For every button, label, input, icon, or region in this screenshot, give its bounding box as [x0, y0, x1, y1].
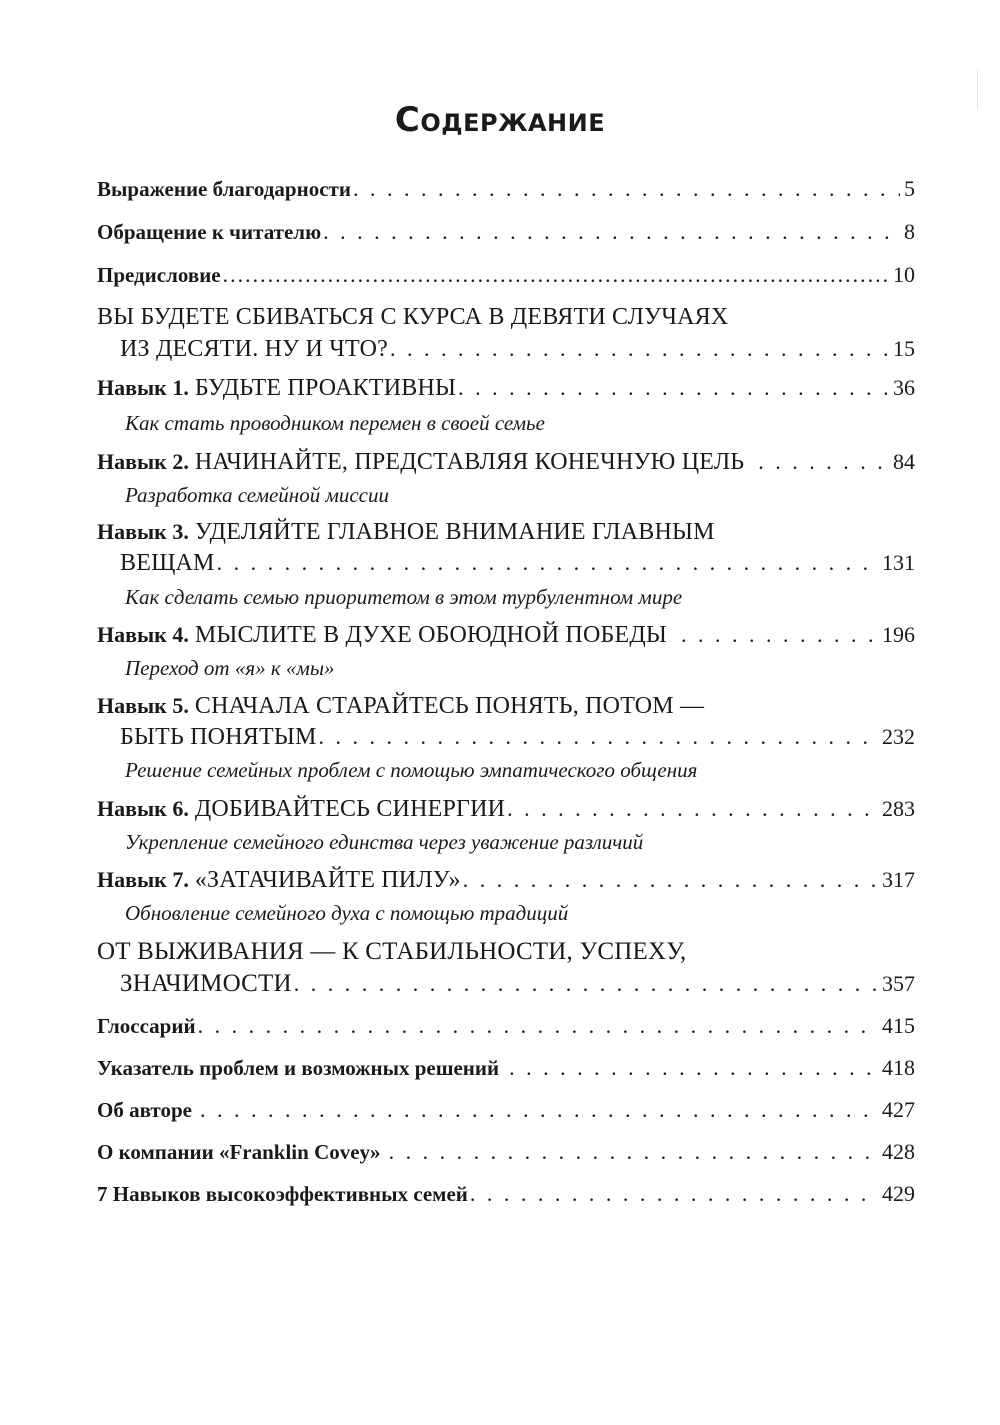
toc-entry-label: Указатель проблем и возможных решений: [97, 1056, 500, 1080]
dot-leader: [217, 550, 878, 576]
toc-entry-acknowledgements[interactable]: [97, 176, 915, 212]
toc-entry-habit-2[interactable]: [97, 449, 915, 485]
toc-entry-page: 232: [882, 724, 915, 749]
toc-entry-subtitle: Укрепление семейного единства через уважение различий: [125, 830, 644, 854]
toc-entry-label: Предисловие: [97, 263, 221, 287]
toc-entry-habit-5-line2[interactable]: [120, 724, 915, 760]
toc-entry-title: СНАЧАЛА СТАРАЙТЕСЬ ПОНЯТЬ, ПОТОМ —: [194, 693, 705, 719]
toc-entry-habit-1[interactable]: [97, 375, 915, 411]
dot-leader: [198, 1013, 878, 1039]
toc-entry-title: ВЕЩАМ: [120, 550, 215, 576]
toc-entry-page: 415: [882, 1013, 915, 1038]
toc-entry-label: Глоссарий: [97, 1014, 196, 1038]
toc-entry-page: 317: [882, 867, 915, 892]
dot-leader: [353, 176, 900, 202]
toc-entry-subtitle: Обновление семейного духа с помощью традиций: [125, 901, 569, 925]
toc-entry-title: ДОБИВАЙТЕСЬ СИНЕРГИИ: [194, 796, 506, 822]
toc-entry-intro-line1[interactable]: [97, 304, 728, 340]
toc-entry-title: ИЗ ДЕСЯТИ. НУ И ЧТО?: [120, 336, 388, 362]
toc-entry-seven-habits[interactable]: [97, 1181, 915, 1217]
toc-entry-page: 418: [882, 1055, 915, 1080]
toc-entry-label: О компании «Franklin Covey»: [97, 1140, 381, 1164]
dot-leader: [758, 449, 889, 475]
toc-entry-label: Об авторе: [97, 1098, 192, 1122]
toc-entry-page: 283: [882, 796, 915, 821]
toc-entry-title: ВЫ БУДЕТЕ СБИВАТЬСЯ С КУРСА В ДЕВЯТИ СЛУЧАЯХ: [97, 304, 729, 330]
toc-entry-problems-index[interactable]: [97, 1055, 915, 1091]
toc-entry-page: 429: [882, 1181, 915, 1206]
toc-entry-title: МЫСЛИТЕ В ДУХЕ ОБОЮДНОЙ ПОБЕДЫ: [194, 622, 668, 648]
toc-entry-page: 15: [893, 336, 915, 361]
toc-entry-label: Обращение к читателю: [97, 220, 322, 244]
habit-prefix: Навык 1.: [97, 375, 189, 400]
toc-entry-title: ОТ ВЫЖИВАНИЯ — К СТАБИЛЬНОСТИ, УСПЕХУ,: [97, 938, 687, 965]
dot-leader: [323, 219, 900, 245]
toc-entry-intro-line2[interactable]: [120, 336, 915, 372]
toc-entry-page: 36: [893, 375, 915, 400]
habit-prefix: Навык 7.: [97, 867, 189, 892]
toc-entry-page: 357: [882, 971, 915, 996]
dot-leader: [681, 622, 878, 648]
toc-entry-page: 131: [882, 550, 915, 575]
dot-leader: [507, 796, 878, 822]
toc-entry-about-author[interactable]: [97, 1097, 915, 1133]
habit-prefix: Навык 3.: [97, 519, 189, 544]
toc-entry-title: НАЧИНАЙТЕ, ПРЕДСТАВЛЯЯ КОНЕЧНУЮ ЦЕЛЬ: [194, 449, 745, 475]
toc-entry-page: 8: [904, 219, 915, 244]
toc-entry-habit-6[interactable]: [97, 796, 915, 832]
dot-leader: [458, 375, 889, 401]
habit-prefix: Навык 6.: [97, 796, 189, 821]
toc-entry-label: 7 Навыков высокоэффективных семей: [97, 1182, 468, 1206]
toc-entry-glossary[interactable]: [97, 1013, 915, 1049]
dot-leader: [509, 1055, 878, 1081]
toc-entry-subtitle: Переход от «я» к «мы»: [125, 656, 335, 680]
toc-entry-to-reader[interactable]: [97, 219, 915, 255]
toc-entry-title: ЗНАЧИМОСТИ: [120, 970, 292, 997]
dot-leader: [294, 971, 878, 997]
dot-leader: [389, 1139, 878, 1165]
toc-entry-page: 5: [904, 176, 915, 201]
toc-entry-survival-line2[interactable]: [120, 970, 915, 1006]
toc-entry-subtitle: Как сделать семью приоритетом в этом турбулентном мире: [125, 585, 683, 609]
habit-prefix: Навык 4.: [97, 622, 189, 647]
dot-leader: [319, 724, 879, 750]
toc-entry-label: Выражение благодарности: [97, 177, 351, 201]
page-title: Содержание: [394, 100, 606, 140]
toc-entry-survival-line1[interactable]: [97, 938, 687, 974]
toc-entry-page: 428: [882, 1139, 915, 1164]
dot-leader: [470, 1181, 878, 1207]
toc-entry-title: БУДЬТЕ ПРОАКТИВНЫ: [194, 375, 457, 401]
toc-entry-subtitle: Решение семейных проблем с помощью эмпатического общения: [125, 758, 698, 782]
toc-entry-habit-3-line2[interactable]: [120, 550, 915, 586]
toc-entry-title: «ЗАТАЧИВАЙТЕ ПИЛУ»: [194, 867, 461, 893]
dot-leader: [223, 262, 889, 288]
toc-entry-page: 427: [882, 1097, 915, 1122]
dot-leader: [463, 867, 878, 893]
dot-leader: [200, 1097, 878, 1123]
toc-entry-about-company[interactable]: [97, 1139, 915, 1175]
toc-entry-page: 10: [893, 262, 915, 287]
dot-leader: [390, 336, 889, 362]
toc-entry-page: 196: [882, 622, 915, 647]
toc-entry-subtitle: Как стать проводником перемен в своей семье: [125, 411, 545, 435]
toc-entry-title: БЫТЬ ПОНЯТЫМ: [120, 724, 317, 750]
toc-entry-title: УДЕЛЯЙТЕ ГЛАВНОЕ ВНИМАНИЕ ГЛАВНЫМ: [194, 519, 715, 545]
toc-entry-habit-4[interactable]: [97, 622, 915, 658]
toc-entry-page: 84: [893, 449, 915, 474]
toc-entry-preface[interactable]: [97, 262, 915, 298]
toc-entry-subtitle: Разработка семейной миссии: [125, 483, 389, 507]
toc-entry-habit-7[interactable]: [97, 867, 915, 903]
habit-prefix: Навык 2.: [97, 449, 189, 474]
habit-prefix: Навык 5.: [97, 693, 189, 718]
